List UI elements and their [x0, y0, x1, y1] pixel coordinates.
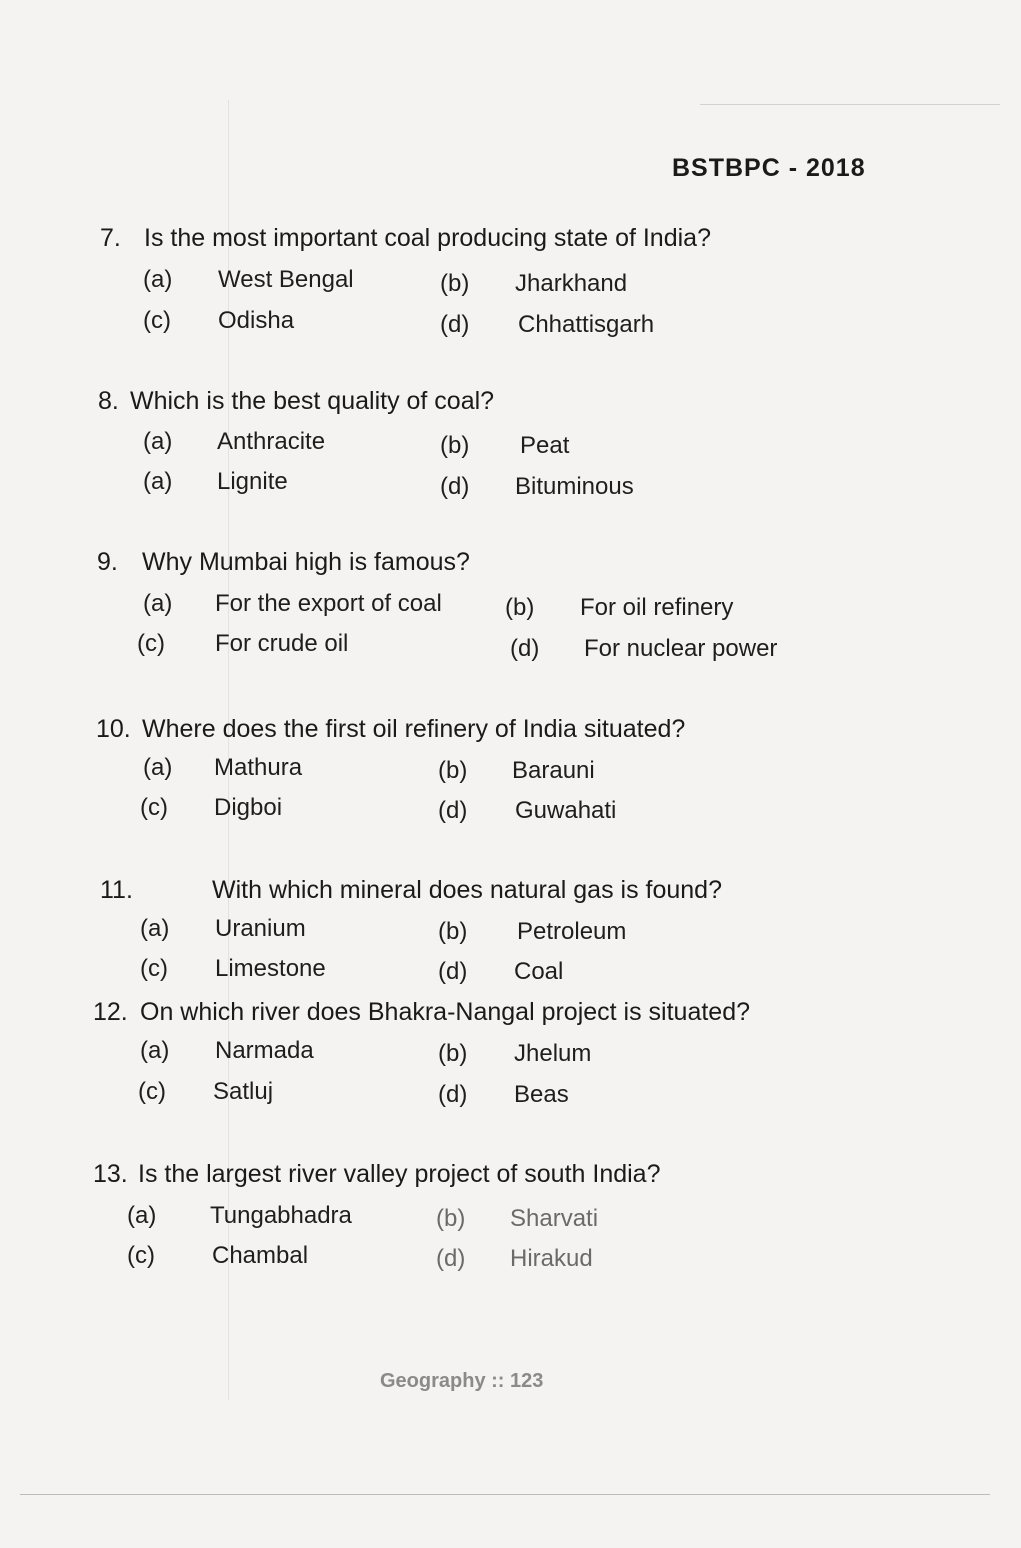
option-key: (d): [440, 473, 470, 500]
option-key: (a): [143, 428, 173, 455]
option-key: (d): [436, 1245, 466, 1272]
option-value: Mathura: [214, 754, 303, 781]
option-key: (c): [140, 794, 168, 821]
question-number: 9.: [97, 548, 118, 576]
question-text: Is the most important coal producing state of India?: [144, 224, 711, 252]
option-value: Uranium: [215, 915, 306, 942]
option-value: For crude oil: [215, 630, 349, 657]
option-value: West Bengal: [218, 266, 354, 293]
option-value: Chhattisgarh: [518, 311, 655, 338]
option-key: (a): [140, 915, 170, 942]
option-key: (b): [440, 270, 470, 297]
option-key: (b): [436, 1205, 466, 1232]
question-number: 13.: [93, 1160, 128, 1188]
option-value: Jharkhand: [515, 270, 628, 297]
option-key: (a): [143, 590, 173, 617]
option-value: Limestone: [215, 955, 326, 982]
question-text: Where does the first oil refinery of India situated?: [142, 715, 686, 743]
option-value: Coal: [514, 958, 564, 985]
option-key: (d): [438, 797, 468, 824]
exam-code-header: BSTBPC - 2018: [672, 154, 866, 182]
option-value: Lignite: [217, 468, 288, 495]
option-key: (c): [140, 955, 168, 982]
option-key: (d): [510, 635, 540, 662]
option-key: (a): [143, 754, 173, 781]
option-value: Anthracite: [217, 428, 326, 455]
option-value: Satluj: [213, 1078, 274, 1105]
option-value: For nuclear power: [584, 635, 778, 662]
option-value: Jhelum: [514, 1040, 592, 1067]
question-text: With which mineral does natural gas is found?: [212, 876, 722, 904]
option-key: (d): [438, 958, 468, 985]
option-value: Petroleum: [517, 918, 627, 945]
option-key: (c): [127, 1242, 155, 1269]
option-key: (b): [505, 594, 535, 621]
option-key: (d): [438, 1081, 468, 1108]
option-value: Peat: [520, 432, 570, 459]
option-key: (d): [440, 311, 470, 338]
option-value: Chambal: [212, 1242, 309, 1269]
page-footer: Geography :: 123: [380, 1370, 544, 1392]
option-key: (b): [438, 918, 468, 945]
question-number: 8.: [98, 387, 119, 415]
question-text: Why Mumbai high is famous?: [142, 548, 470, 576]
option-value: For oil refinery: [580, 594, 734, 621]
option-value: Narmada: [215, 1037, 314, 1064]
option-value: For the export of coal: [215, 590, 442, 617]
option-value: Beas: [514, 1081, 569, 1108]
question-text: Which is the best quality of coal?: [130, 387, 495, 415]
option-value: Sharvati: [510, 1205, 599, 1232]
option-key: (a): [140, 1037, 170, 1064]
option-key: (a): [143, 468, 173, 495]
option-key: (a): [143, 266, 173, 293]
option-value: Tungabhadra: [210, 1202, 352, 1229]
scan-artifact-line: [20, 1494, 990, 1495]
option-value: Odisha: [218, 307, 295, 334]
option-key: (c): [137, 630, 165, 657]
option-value: Barauni: [512, 757, 595, 784]
question-text: On which river does Bhakra-Nangal project is situated?: [140, 998, 751, 1026]
option-key: (a): [127, 1202, 157, 1229]
question-number: 7.: [100, 224, 121, 252]
question-text: Is the largest river valley project of south India?: [138, 1160, 661, 1188]
option-key: (c): [143, 307, 171, 334]
option-key: (b): [438, 1040, 468, 1067]
option-key: (c): [138, 1078, 166, 1105]
question-number: 11.: [100, 876, 133, 904]
question-number: 12.: [93, 998, 128, 1026]
option-value: Hirakud: [510, 1245, 593, 1272]
option-value: Digboi: [214, 794, 283, 821]
option-key: (b): [438, 757, 468, 784]
option-value: Bituminous: [515, 473, 634, 500]
option-key: (b): [440, 432, 470, 459]
option-value: Guwahati: [515, 797, 617, 824]
scan-artifact-line: [700, 104, 1000, 105]
question-number: 10.: [96, 715, 131, 743]
